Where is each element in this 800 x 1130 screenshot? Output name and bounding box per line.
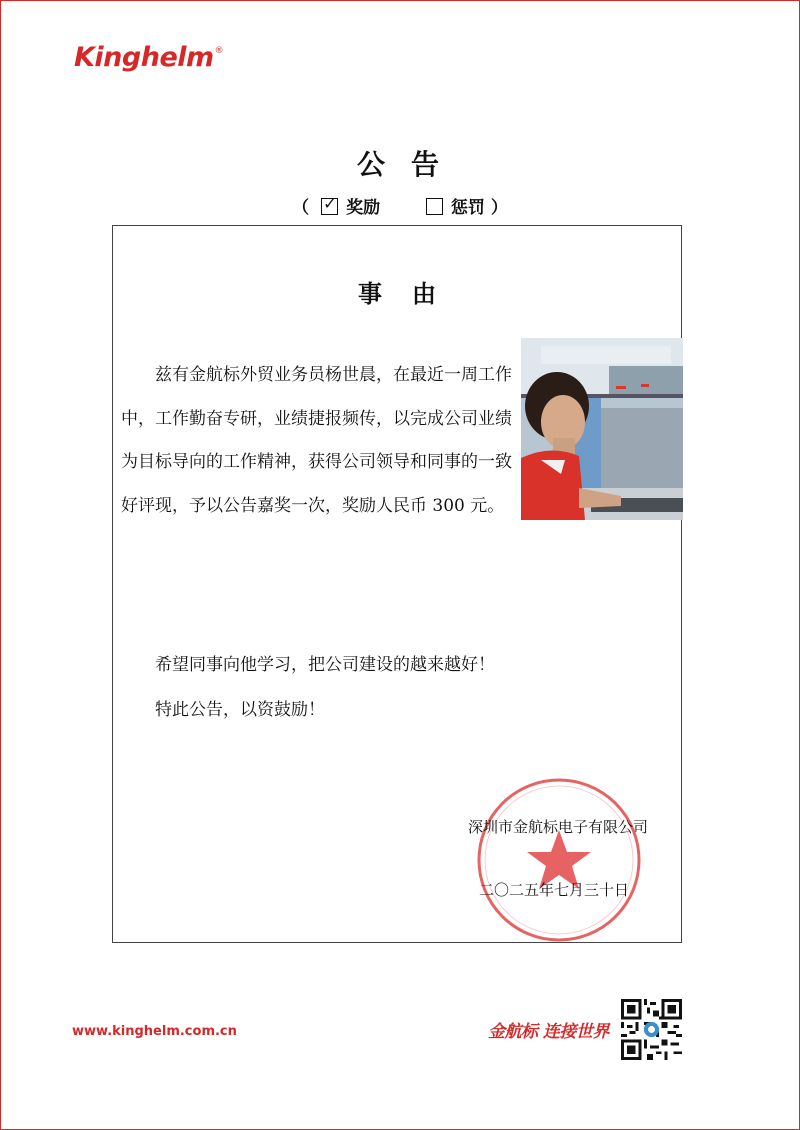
reason-heading-char-1: 事 xyxy=(358,280,382,308)
reward-checkbox[interactable] xyxy=(321,198,338,215)
kinghelm-logo xyxy=(74,42,223,73)
company-seal xyxy=(473,774,645,946)
reward-label: 奖励 xyxy=(346,198,381,218)
reason-paragraph-1: 兹有金航标外贸业务员杨世晨，在最近一周工作中，工作勤奋专研，业绩捷报频传，以完成公司业绩为目标导向的工作精神，获得公司领导和同事的一致好评现，予以公告嘉奖一次，奖励人民币 300 元。 xyxy=(121,365,512,516)
reason-heading xyxy=(113,274,681,309)
reason-box xyxy=(112,225,682,943)
notice-type-options xyxy=(0,193,800,218)
employee-photo xyxy=(521,338,683,520)
title-char-2: 告 xyxy=(411,148,444,181)
notice-title xyxy=(0,143,800,183)
notice-date: 二〇二五年七月三十日 xyxy=(479,881,630,899)
close-paren: ） xyxy=(490,198,508,218)
reason-paragraph-2: 希望同事向他学习，把公司建设的越来越好！ xyxy=(155,655,495,675)
brand-slogan: 金航标 连接世界 xyxy=(488,1022,609,1042)
qr-code xyxy=(621,999,682,1060)
registered-mark: ® xyxy=(214,46,224,56)
penalty-checkbox[interactable] xyxy=(426,198,443,215)
open-paren: （ xyxy=(292,198,310,218)
website-link[interactable]: www.kinghelm.com.cn xyxy=(72,1024,237,1039)
penalty-label: 惩罚 xyxy=(450,198,485,218)
reason-heading-char-2: 由 xyxy=(412,280,436,308)
reason-paragraph-3: 特此公告，以资鼓励！ xyxy=(155,700,325,720)
logo-text: Kinghelm xyxy=(74,42,214,73)
company-name: 深圳市金航标电子有限公司 xyxy=(468,818,649,836)
title-char-1: 公 xyxy=(356,148,389,181)
